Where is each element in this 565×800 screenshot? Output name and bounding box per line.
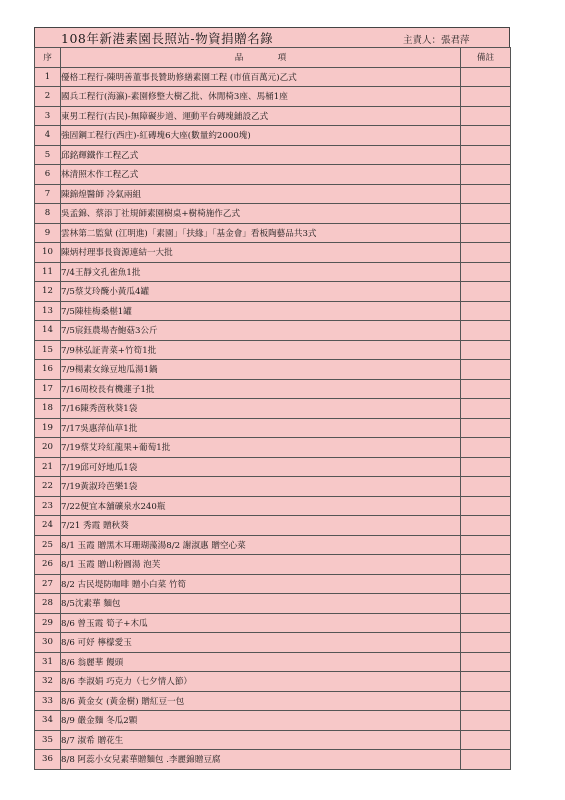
cell-no: 32 <box>35 672 61 692</box>
table-row <box>35 418 511 438</box>
cell-no: 34 <box>35 711 61 731</box>
title-bar <box>34 27 510 47</box>
donation-list-sheet <box>34 27 510 770</box>
cell-note <box>461 633 511 653</box>
table-row <box>35 223 511 243</box>
cell-note <box>461 184 511 204</box>
cell-item: 7/22便宜本舖礦泉水240瓶 <box>61 496 461 516</box>
cell-note <box>461 652 511 672</box>
cell-no: 18 <box>35 399 61 419</box>
cell-item: 7/16陳秀茵秋葵1袋 <box>61 399 461 419</box>
cell-no: 24 <box>35 516 61 536</box>
table-row <box>35 165 511 185</box>
table-row <box>35 711 511 731</box>
cell-note <box>461 379 511 399</box>
cell-item: 8/1 玉霞 贈黑木耳珊瑚藻湯8/2 謝淑惠 贈空心菜 <box>61 535 461 555</box>
table-row <box>35 477 511 497</box>
cell-item: 7/9林弘証青菜+竹筍1批 <box>61 340 461 360</box>
cell-no: 26 <box>35 555 61 575</box>
cell-no: 13 <box>35 301 61 321</box>
cell-item: 7/5蔡艾玲醃小黃瓜4罐 <box>61 282 461 302</box>
cell-item: 7/21 秀霞 贈秋葵 <box>61 516 461 536</box>
cell-note <box>461 223 511 243</box>
cell-no: 36 <box>35 750 61 770</box>
cell-no: 17 <box>35 379 61 399</box>
cell-no: 15 <box>35 340 61 360</box>
cell-note <box>461 243 511 263</box>
cell-no: 2 <box>35 87 61 107</box>
cell-no: 30 <box>35 633 61 653</box>
cell-item: 東男工程行(古民)-無障礙步道、運動平台磚塊鋪設乙式 <box>61 106 461 126</box>
cell-note <box>461 87 511 107</box>
cell-item: 8/9 嚴金麵 冬瓜2顆 <box>61 711 461 731</box>
cell-no: 28 <box>35 594 61 614</box>
table-header-row <box>35 48 511 68</box>
column-header-item: 品 項 <box>61 48 461 68</box>
owner-label: 主責人：張君萍 <box>403 35 470 46</box>
cell-note <box>461 750 511 770</box>
table-body <box>35 67 511 769</box>
cell-note <box>461 477 511 497</box>
cell-item: 7/19黃淑玲芭樂1袋 <box>61 477 461 497</box>
cell-item: 雲林第二監獄 (江明進)「素園」「扶緣」「基金會」看板陶藝品共3式 <box>61 223 461 243</box>
table-row <box>35 516 511 536</box>
cell-item: 陳錦煌醫師 冷氣兩組 <box>61 184 461 204</box>
cell-item: 強固鋼工程行(西庄)-紅磚塊6大座(數量約2000塊) <box>61 126 461 146</box>
cell-note <box>461 399 511 419</box>
cell-note <box>461 126 511 146</box>
cell-note <box>461 594 511 614</box>
cell-no: 8 <box>35 204 61 224</box>
table-row <box>35 262 511 282</box>
cell-note <box>461 613 511 633</box>
table-row <box>35 360 511 380</box>
table-row <box>35 633 511 653</box>
table-row <box>35 67 511 87</box>
cell-no: 19 <box>35 418 61 438</box>
column-header-note: 備註 <box>461 48 511 68</box>
cell-note <box>461 672 511 692</box>
cell-item: 林清照木作工程乙式 <box>61 165 461 185</box>
cell-note <box>461 711 511 731</box>
donation-table <box>34 47 511 770</box>
cell-item: 國兵工程行(海瀛)-素園修整大樹乙批、休閒椅3座、馬桶1座 <box>61 87 461 107</box>
cell-note <box>461 262 511 282</box>
cell-note <box>461 360 511 380</box>
table-row <box>35 691 511 711</box>
cell-no: 10 <box>35 243 61 263</box>
cell-note <box>461 516 511 536</box>
cell-no: 33 <box>35 691 61 711</box>
cell-item: 7/5宸鈺農場杏鮑菇3公斤 <box>61 321 461 341</box>
table-row <box>35 321 511 341</box>
table-row <box>35 496 511 516</box>
cell-no: 4 <box>35 126 61 146</box>
page-title: 108年新港素園長照站-物資捐贈名錄 <box>61 31 274 46</box>
table-row <box>35 301 511 321</box>
table-row <box>35 613 511 633</box>
cell-note <box>461 67 511 87</box>
table-row <box>35 457 511 477</box>
cell-item: 7/5陳桂梅桑椹1罐 <box>61 301 461 321</box>
cell-note <box>461 165 511 185</box>
table-row <box>35 243 511 263</box>
cell-item: 8/6 曾玉霞 筍子+木瓜 <box>61 613 461 633</box>
cell-no: 1 <box>35 67 61 87</box>
table-row <box>35 145 511 165</box>
cell-no: 9 <box>35 223 61 243</box>
table-row <box>35 379 511 399</box>
table-row <box>35 535 511 555</box>
table-row <box>35 730 511 750</box>
cell-note <box>461 301 511 321</box>
cell-item: 吳孟錦、蔡添丁社規師素園樹桌+樹椅施作乙式 <box>61 204 461 224</box>
cell-no: 22 <box>35 477 61 497</box>
cell-item: 8/6 翁麗華 饅頭 <box>61 652 461 672</box>
table-row <box>35 750 511 770</box>
cell-note <box>461 691 511 711</box>
cell-item: 陳炳村理事長資源連結一大批 <box>61 243 461 263</box>
cell-note <box>461 535 511 555</box>
cell-note <box>461 282 511 302</box>
cell-no: 20 <box>35 438 61 458</box>
table-row <box>35 204 511 224</box>
cell-note <box>461 204 511 224</box>
table-row <box>35 184 511 204</box>
cell-item: 8/6 黃金女 (黃金樹) 贈紅豆一包 <box>61 691 461 711</box>
cell-no: 23 <box>35 496 61 516</box>
cell-no: 5 <box>35 145 61 165</box>
cell-item: 7/19邱可妤地瓜1袋 <box>61 457 461 477</box>
cell-no: 25 <box>35 535 61 555</box>
cell-item: 優格工程行-陳明善董事長贊助修繕素園工程 (市值百萬元)乙式 <box>61 67 461 87</box>
cell-note <box>461 340 511 360</box>
cell-note <box>461 145 511 165</box>
table-row <box>35 672 511 692</box>
cell-note <box>461 321 511 341</box>
cell-note <box>461 438 511 458</box>
table-row <box>35 652 511 672</box>
cell-item: 8/2 古民堤防咖啡 贈小白菜 竹筍 <box>61 574 461 594</box>
column-header-no: 序 <box>35 48 61 68</box>
table-row <box>35 340 511 360</box>
cell-item: 8/5沈素華 麵包 <box>61 594 461 614</box>
table-row <box>35 126 511 146</box>
cell-no: 35 <box>35 730 61 750</box>
cell-item: 8/6 可妤 檸檬愛玉 <box>61 633 461 653</box>
cell-no: 27 <box>35 574 61 594</box>
table-row <box>35 574 511 594</box>
table-row <box>35 87 511 107</box>
table-row <box>35 594 511 614</box>
cell-item: 7/17吳惠萍仙草1批 <box>61 418 461 438</box>
cell-no: 14 <box>35 321 61 341</box>
cell-note <box>461 496 511 516</box>
cell-no: 16 <box>35 360 61 380</box>
cell-item: 8/7 淑希 贈花生 <box>61 730 461 750</box>
cell-item: 7/9楊素女綠豆地瓜湯1鍋 <box>61 360 461 380</box>
cell-item: 7/16周校長有機蓮子1批 <box>61 379 461 399</box>
table-row <box>35 399 511 419</box>
cell-no: 12 <box>35 282 61 302</box>
cell-no: 7 <box>35 184 61 204</box>
cell-item: 7/4王靜文孔雀魚1批 <box>61 262 461 282</box>
cell-note <box>461 457 511 477</box>
cell-no: 11 <box>35 262 61 282</box>
cell-item: 8/8 阿蕊小女兒素華贈麵包 .李麗錦贈豆腐 <box>61 750 461 770</box>
cell-item: 8/1 玉霞 贈山粉圓湯 泡芙 <box>61 555 461 575</box>
cell-no: 29 <box>35 613 61 633</box>
cell-no: 31 <box>35 652 61 672</box>
cell-note <box>461 418 511 438</box>
table-row <box>35 438 511 458</box>
table-row <box>35 106 511 126</box>
cell-note <box>461 574 511 594</box>
cell-note <box>461 106 511 126</box>
cell-no: 21 <box>35 457 61 477</box>
cell-note <box>461 730 511 750</box>
cell-item: 7/19蔡艾玲紅龍果+葡萄1批 <box>61 438 461 458</box>
table-row <box>35 282 511 302</box>
table-row <box>35 555 511 575</box>
cell-no: 3 <box>35 106 61 126</box>
cell-no: 6 <box>35 165 61 185</box>
cell-item: 邱銘輝鐵作工程乙式 <box>61 145 461 165</box>
cell-note <box>461 555 511 575</box>
cell-item: 8/6 李淑娟 巧克力（七夕情人節） <box>61 672 461 692</box>
